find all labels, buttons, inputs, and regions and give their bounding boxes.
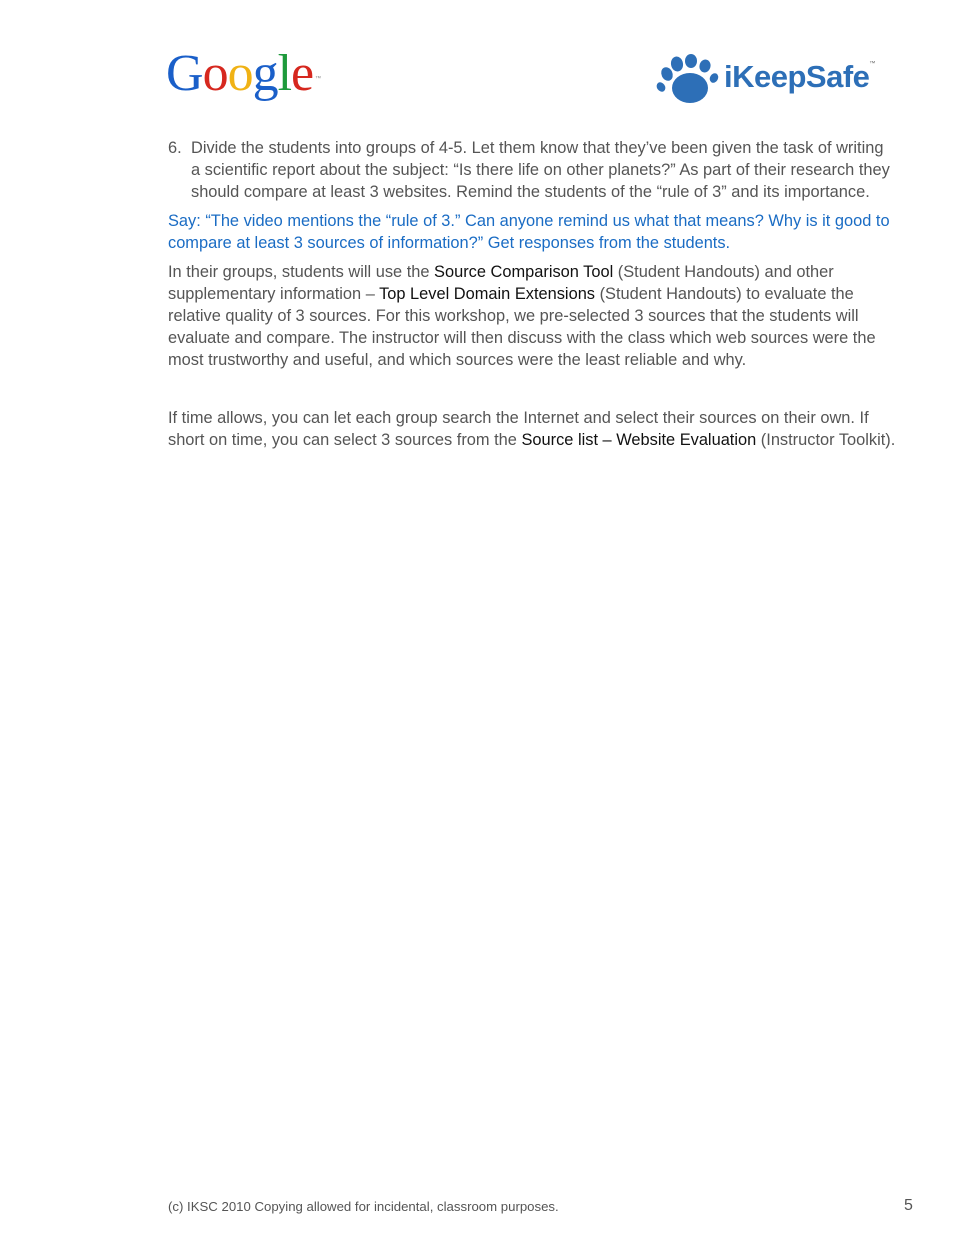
google-logo-letter: G bbox=[166, 45, 203, 102]
source-list-website-evaluation-link[interactable]: Source list – Website Evaluation bbox=[521, 431, 757, 449]
page-number: 5 bbox=[904, 1197, 913, 1214]
source-comparison-tool-link[interactable]: Source Comparison Tool bbox=[434, 263, 614, 281]
google-logo bbox=[166, 45, 321, 102]
step-number: 6. bbox=[168, 139, 182, 157]
ikeepsafe-name: iKeepSafe bbox=[724, 59, 870, 94]
paragraph-time bbox=[168, 407, 896, 451]
google-logo-letter: g bbox=[252, 45, 278, 102]
ikeepsafe-wordmark bbox=[724, 61, 875, 92]
paragraph-text: In their groups, students will use the bbox=[168, 263, 435, 281]
paragraph-text: If time allows, you can let each group search the Internet and select their sources on their own. If short on time, you can select 3 sources from the bbox=[168, 409, 869, 449]
google-logo-letter: o bbox=[227, 45, 253, 102]
ikeepsafe-trademark: ™ bbox=[869, 61, 875, 67]
paragraph-groups bbox=[168, 261, 896, 371]
paragraph-text: (Student Handouts) and other supplementary information – bbox=[168, 263, 834, 303]
step-item bbox=[168, 137, 896, 203]
say-prompt: Say: “The video mentions the “rule of 3.” Can anyone remind us what that means? Why is it good to compare at least 3 sources of information?” Get responses from the students. bbox=[168, 212, 890, 252]
google-logo-letter: e bbox=[291, 45, 314, 102]
google-logo-letter: l bbox=[277, 45, 292, 102]
top-level-domain-extensions-link[interactable]: Top Level Domain Extensions bbox=[379, 285, 596, 303]
step-text: Divide the students into groups of 4-5. Let them know that they’ve been given the task of writing a scientific report about the subject: “Is there life on other planets?” As part of their research they should compare at least 3 websites. Remind the students of the “rule of 3” and its importance. bbox=[191, 139, 890, 201]
paw-icon bbox=[656, 54, 720, 106]
footer-copyright: (c) IKSC 2010 Copying allowed for incidental, classroom purposes. bbox=[168, 1199, 559, 1214]
paragraph-text: (Student Handouts) to evaluate the relative quality of 3 sources. For this workshop, we pre-selected 3 sources that the students will evaluate and compare. The instructor will then discuss with the class which web sources were the most trustworthy and useful, and which sources were the least reliable and why. bbox=[168, 285, 876, 369]
paragraph-text: (Instructor Toolkit). bbox=[756, 431, 896, 449]
google-logo-letter: o bbox=[202, 45, 228, 102]
main-content bbox=[168, 137, 896, 451]
google-trademark: ™ bbox=[315, 76, 321, 82]
